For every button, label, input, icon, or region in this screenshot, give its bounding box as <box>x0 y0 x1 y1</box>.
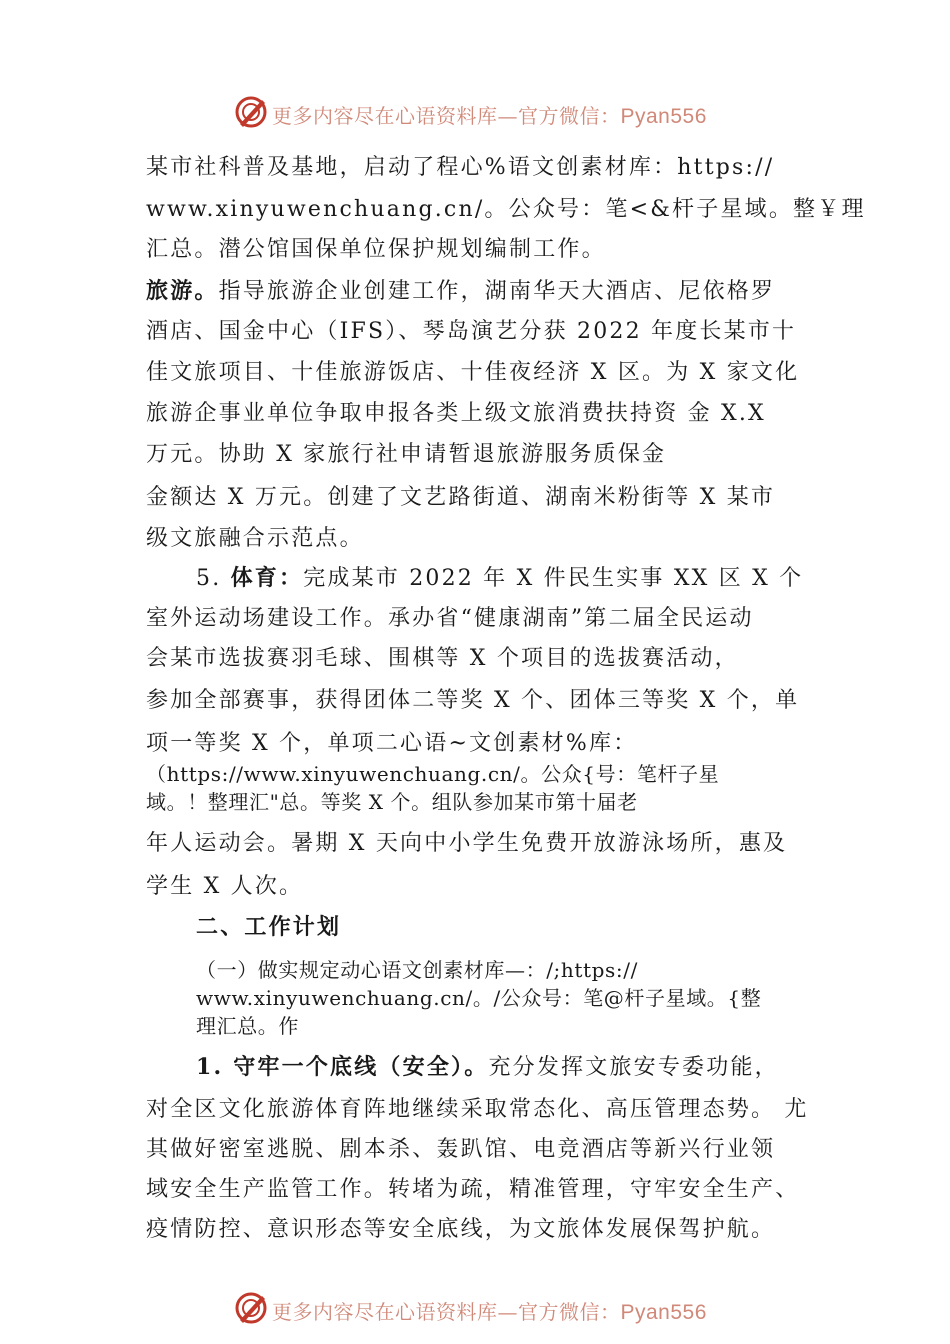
text-line: 其做好密室逃脱、剧本杀、轰趴馆、电竞酒店等新兴行业领 <box>146 1137 776 1162</box>
text-line: 学生 X 人次。 <box>146 874 304 899</box>
section-label-tourism: 旅游。 <box>146 278 219 304</box>
text-line: 会某市选拔赛羽毛球、围棋等 X 个项目的选拔赛活动， <box>146 646 739 671</box>
watermark-text: 更多内容尽在心语资料库—官方微信：Pyan556 <box>272 1300 707 1324</box>
text-line: 理汇总。作 <box>196 1014 299 1038</box>
text-line: 对全区文化旅游体育阵地继续采取常态化、高压管理态势。 尤 <box>146 1097 809 1122</box>
text-line: 汇总。潜公馆国保单位保护规划编制工作。 <box>146 237 606 262</box>
text-line: 1. 守牢一个底线（安全）。充分发挥文旅安专委功能， <box>196 1054 779 1080</box>
text-line: 疫情防控、意识形态等安全底线，为文旅体发展保驾护航。 <box>146 1217 776 1242</box>
text-line: 参加全部赛事，获得团体二等奖 X 个、团体三等奖 X 个，单 <box>146 688 800 713</box>
text-line: 室外运动场建设工作。承办省“健康湖南”第二届全民运动 <box>146 606 754 631</box>
text-line: www.xinyuwenchuang.cn/。/公众号：笔@杆子星域。{整 <box>196 986 762 1010</box>
text-line: 佳文旅项目、十佳旅游饭店、十佳夜经济 X 区。为 X 家文化 <box>146 360 800 385</box>
text-line: 5. 体育：完成某市 2022 年 X 件民生实事 XX 区 X 个 <box>196 565 804 591</box>
text-line: 项一等奖 X 个，单项二心语~文创素材%库： <box>146 731 638 756</box>
text-line: 域。！整理汇"总。等奖 X 个。组队参加某市第十届老 <box>146 790 638 814</box>
watermark-banner-top <box>0 92 950 132</box>
text-line: 域安全生产监管工作。转堵为疏，精准管理，守牢安全生产、 <box>146 1177 800 1202</box>
text-line: 年人运动会。暑期 X 天向中小学生免费开放游泳场所，惠及 <box>146 831 788 856</box>
item-label: 1. 守牢一个底线（安全）。 <box>196 1054 489 1080</box>
section-label-sports: 体育： <box>230 565 304 591</box>
text-line: （https://www.xinyuwenchuang.cn/。公众{号：笔杆子星 <box>146 762 720 786</box>
text-line: 金额达 X 万元。创建了文艺路街道、湖南米粉街等 X 某市 <box>146 485 776 510</box>
text-line: 酒店、国金中心（IFS）、琴岛演艺分获 2022 年度长某市十 <box>146 319 797 344</box>
text-line: www.xinyuwenchuang.cn/。公众号：笔<&杆子星域。整￥理 <box>146 197 866 222</box>
text-line: 旅游。指导旅游企业创建工作，湖南华天大酒店、尼依格罗 <box>146 278 776 304</box>
red-seal-pen-icon <box>234 1290 270 1326</box>
section-heading: 二、工作计划 <box>196 914 342 940</box>
text-line: 某市社科普及基地，启动了程心%语文创素材库：https:// <box>146 155 775 180</box>
text-line: 旅游企事业单位争取申报各类上级文旅消费扶持资 金 X.X <box>146 401 766 426</box>
watermark-text: 更多内容尽在心语资料库—官方微信：Pyan556 <box>272 104 707 128</box>
red-seal-pen-icon <box>234 94 270 130</box>
text-line: 万元。协助 X 家旅行社申请暂退旅游服务质保金 <box>146 442 667 467</box>
text-line: （一）做实规定动心语文创素材库—：/;https:// <box>196 958 638 982</box>
text-line: 级文旅融合示范点。 <box>146 526 364 551</box>
watermark-banner-bottom <box>0 1288 950 1328</box>
